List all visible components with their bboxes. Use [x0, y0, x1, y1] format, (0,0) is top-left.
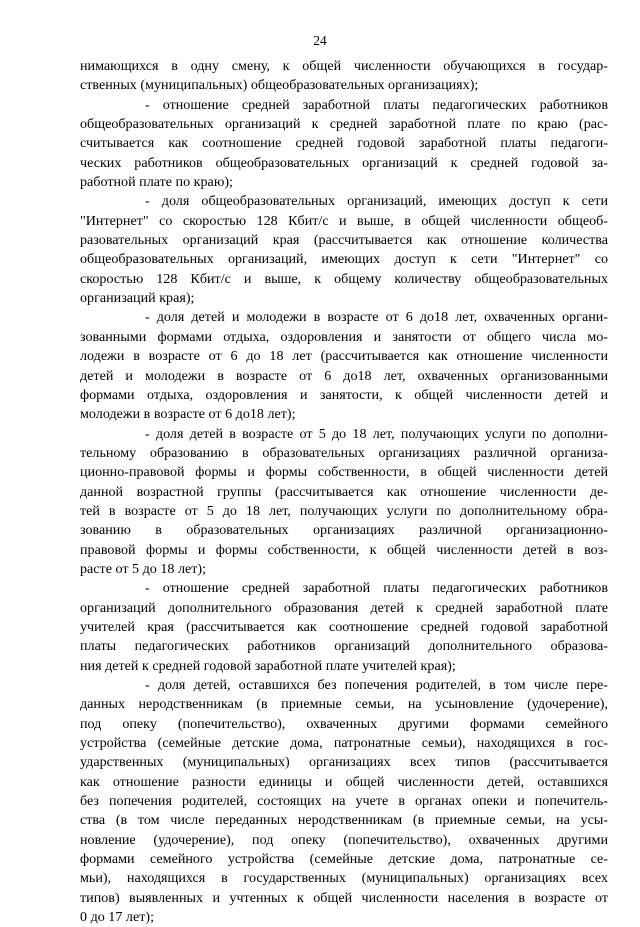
text-line: расте от 5 до 18 лет);	[80, 560, 207, 577]
paragraph	[80, 676, 608, 927]
text-line: ческих работников общеобразовательных организаций к средней годовой за-	[80, 154, 608, 171]
text-line: организаций дополнительного образования детей к средней заработной плате	[80, 599, 608, 616]
document-body	[80, 57, 608, 927]
text-line: - доля детей в возрасте от 5 до 18 лет, получающих услуги по дополни-	[145, 425, 608, 442]
text-line: под опеку (попечительство), охваченных другими формами семейного	[80, 715, 608, 732]
text-line: ударственных (муниципальных) организациях всех типов (рассчитывается	[80, 754, 608, 771]
page-number: 24	[313, 33, 327, 48]
text-line: "Интернет" со скоростью 128 Кбит/с и выше, в общей численности общеоб-	[80, 212, 608, 229]
text-line: нимающихся в одну смену, к общей численности обучающихся в государ-	[80, 58, 608, 74]
text-line: платы педагогических работников организаций дополнительного образова-	[80, 638, 608, 655]
text-line: учителей края (рассчитывается как соотношение средней годовой заработной	[80, 618, 608, 635]
text-line: ства (в том числе переданных неродственникам (в приемные семьи, на усы-	[80, 812, 608, 829]
text-line: общеобразовательных организаций к средней заработной плате по краю (рас-	[80, 116, 608, 133]
paragraph	[80, 57, 608, 96]
text-line: - доля детей и молодежи в возрасте от 6 до18 лет, охваченных органи-	[145, 309, 608, 326]
text-line: разовательных организаций края (рассчитывается как отношение количества	[80, 232, 608, 249]
paragraph	[80, 96, 608, 193]
text-line: как отношение разности единицы и общей численности детей, оставшихся	[80, 773, 608, 790]
text-line: зованными формами отдыха, оздоровления и занятости от общего числа мо-	[80, 328, 608, 345]
text-line: устройства (семейные детские дома, патронатные семьи), находящихся в гос-	[80, 735, 608, 752]
text-line: новление (удочерение), под опеку (попечительство), охваченных другими	[80, 831, 608, 848]
text-line: 0 до 17 лет);	[80, 909, 154, 926]
text-line: общеобразовательных организаций, имеющих доступ к сети "Интернет" со	[80, 251, 608, 268]
text-line: правовой формы и формы собственности, к общей численности детей в воз-	[80, 541, 608, 558]
text-line: лодежи в возрасте от 6 до 18 лет (рассчитывается как отношение численности	[80, 348, 608, 365]
text-line: типов) выявленных и учтенных к общей численности населения в возрасте от	[80, 889, 608, 906]
paragraph	[80, 425, 608, 580]
text-line: формами отдыха, оздоровления и занятости, к общей численности детей и	[80, 386, 608, 403]
text-line: без попечения родителей, состоящих на учете в органах опеки и попечитель-	[80, 793, 608, 810]
text-line: мьи), находящихся в государственных (муниципальных) организациях всех	[80, 870, 608, 887]
paragraph	[80, 579, 608, 676]
text-line: детей и молодежи в возрасте от 6 до18 лет, охваченных организованными	[80, 367, 608, 384]
text-line: работной плате по краю);	[80, 174, 233, 191]
text-line: - отношение средней заработной платы педагогических работников	[145, 96, 608, 113]
text-line: ния детей к средней годовой заработной плате учителей края);	[80, 657, 456, 674]
text-line: молодежи в возрасте от 6 до18 лет);	[80, 406, 296, 423]
text-line: данных неродственникам (в приемные семьи, на усыновление (удочерение),	[80, 696, 608, 713]
text-line: тей в возрасте от 5 до 18 лет, получающих услуги по дополнительному обра-	[80, 502, 608, 519]
text-line: данной возрастной группы (рассчитывается как отношение численности де-	[80, 483, 608, 500]
text-line: формами семейного устройства (семейные детские дома, патронатные се-	[80, 851, 608, 868]
text-line: организаций края);	[80, 290, 195, 307]
text-line: скоростью 128 Кбит/с и выше, к общему количеству общеобразовательных	[80, 270, 608, 287]
text-line: ционно-правовой формы и формы собственности, в общей численности детей	[80, 464, 608, 481]
text-line: тельному образованию в образовательных организациях различной организа-	[80, 444, 608, 461]
text-line: считывается как соотношение средней годовой заработной платы педагоги-	[80, 135, 608, 152]
text-line: - отношение средней заработной платы педагогических работников	[145, 580, 608, 597]
paragraph	[80, 192, 608, 308]
text-line: зованию в образовательных организациях различной организационно-	[80, 522, 608, 539]
paragraph	[80, 308, 608, 424]
text-line: ственных (муниципальных) общеобразовательных организациях);	[80, 77, 479, 94]
text-line: - доля детей, оставшихся без попечения родителей, в том числе пере-	[145, 677, 608, 693]
text-line: - доля общеобразовательных организаций, имеющих доступ к сети	[145, 193, 608, 210]
